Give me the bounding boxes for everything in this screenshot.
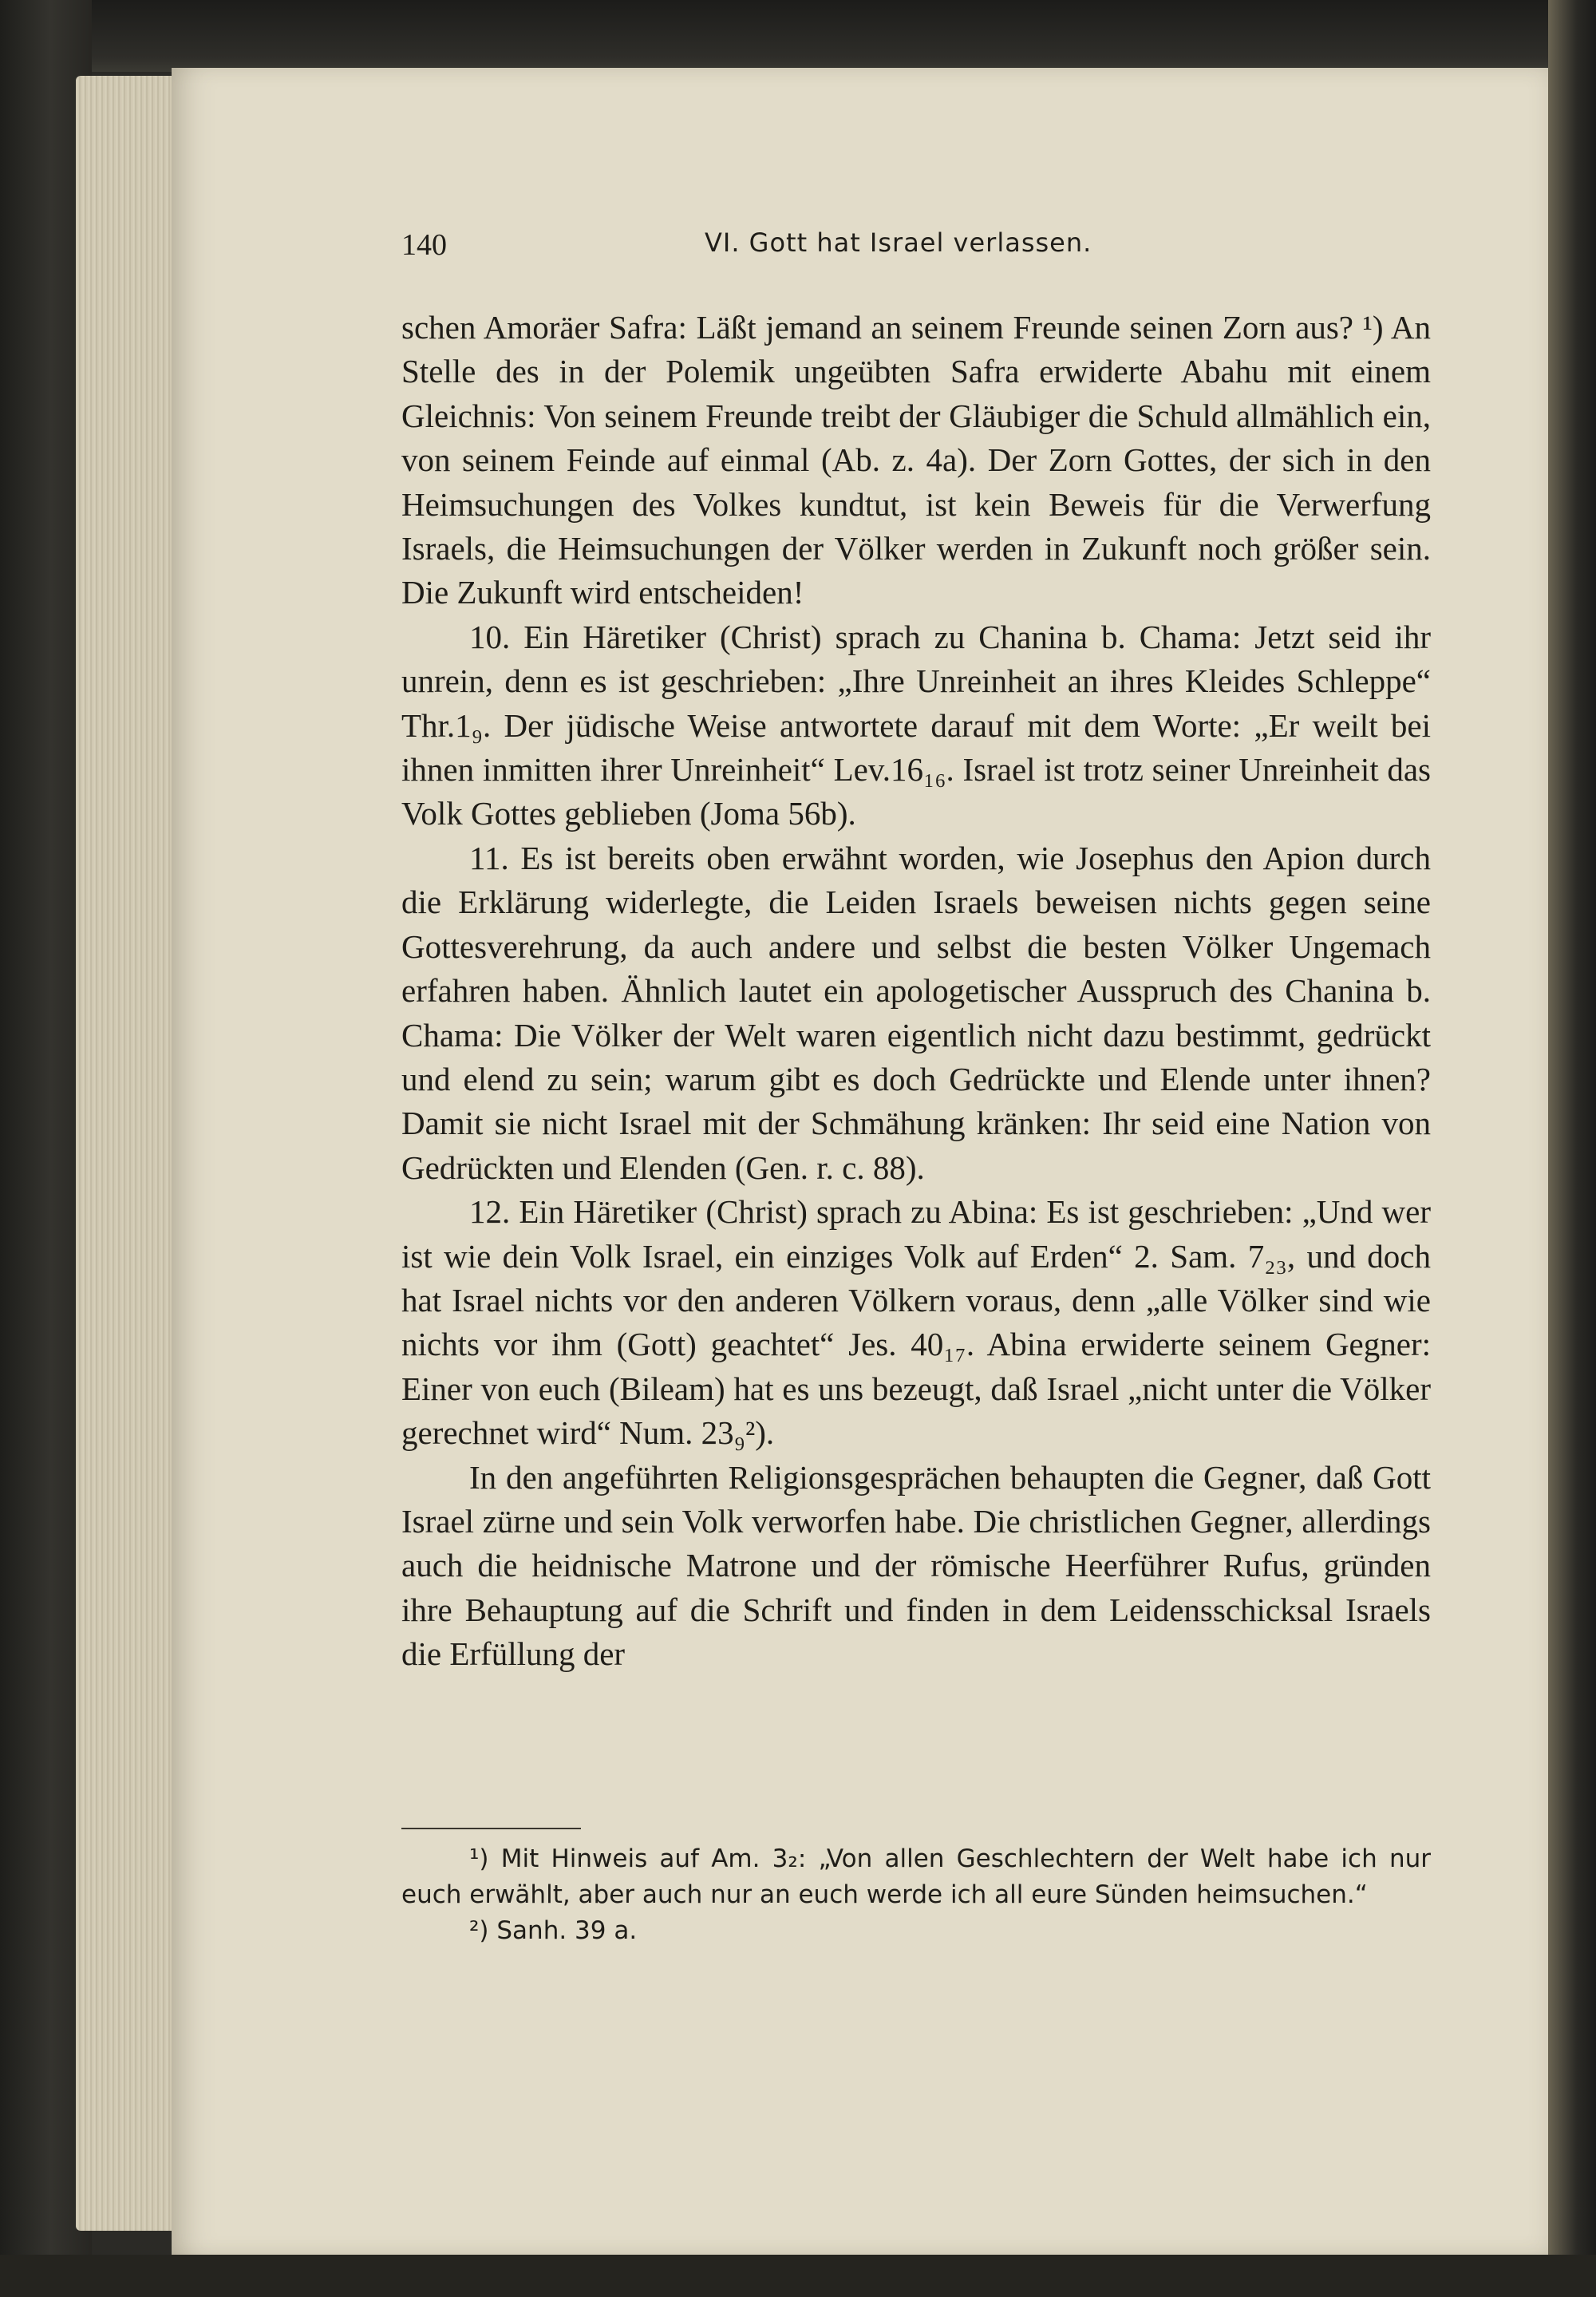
paragraph: 12. Ein Häretiker (Christ) sprach zu Abina: Es ist geschrieben: „Und wer ist wie dein Volk Israel, ein einziges Volk auf Erden“ 2. Sam. 7₂₃, und doch hat Israel nichts vor den anderen Völkern voraus, denn „alle Völker sind wie nichts vor ihm (Gott) geachtet“ Jes. 40₁₇. Abina erwiderte seinem Gegner: Einer von euch (Bileam) hat es uns bezeugt, daß Israel „nicht unter die Völker gerechnet wird“ Num. 23₉²). bbox=[401, 1193, 1431, 1452]
bottom-shadow bbox=[0, 2255, 1596, 2297]
paragraph: schen Amoräer Safra: Läßt jemand an seinem Freunde seinen Zorn aus? ¹) An Stelle des in der Polemik ungeübten Safra erwiderte Abahu mit einem Gleichnis: Von seinem Freunde treibt der Gläubiger die Schuld allmählich ein, von seinem Feinde auf einmal (Ab. z. 4a). Der Zorn Gottes, der sich in den Heimsuchungen des Volkes kundtut, ist kein Beweis für die Verwerfung Israels, die Heimsuchungen der Völker werden in Zukunft noch größer sein. Die Zukunft wird entscheiden! bbox=[401, 309, 1431, 611]
paragraph: In den angeführten Religionsgesprächen behaupten die Gegner, daß Gott Israel zürne und sein Volk verworfen habe. Die christlichen Gegner, allerdings auch die heidnische Matrone und der römische Heerführer Rufus, gründen ihre Behauptung auf die Schrift und finden in dem Leidensschicksal Israels die Erfüllung der bbox=[401, 1458, 1431, 1673]
footnotes bbox=[401, 1841, 1431, 1949]
paragraph: 11. Es ist bereits oben erwähnt worden, wie Josephus den Apion durch die Erklärung widerlegte, die Leiden Israels beweisen nichts gegen seine Gottesverehrung, da auch andere und selbst die besten Völker Ungemach erfahren haben. Ähnlich lautet ein apologetischer Ausspruch des Chanina b. Chama: Die Völker der Welt waren eigentlich nicht dazu bestimmt, gedrückt und elend zu sein; warum gibt es doch Gedrückte und Elende unter ihnen? Damit sie nicht Israel mit der Schmähung kränken: Ihr seid eine Nation von Gedrückten und Elenden (Gen. r. c. 88). bbox=[401, 839, 1431, 1186]
footnote-divider bbox=[401, 1828, 581, 1829]
footnote: ²) Sanh. 39 a. bbox=[469, 1916, 638, 1945]
footnote: ¹) Mit Hinweis auf Am. 3₂: „Von allen Geschlechtern der Welt habe ich nur euch erwählt, aber auch nur an euch werde ich all eure Sünden heimsuchen.“ bbox=[401, 1844, 1431, 1909]
top-shadow bbox=[0, 0, 1596, 72]
binding-shadow bbox=[1548, 0, 1596, 2297]
page-number: 140 bbox=[401, 228, 447, 262]
paragraph: 10. Ein Häretiker (Christ) sprach zu Chanina b. Chama: Jetzt seid ihr unrein, denn es ist geschrieben: „Ihre Unreinheit an ihres Kleides Schleppe“ Thr.1₉. Der jüdische Weise antwortete darauf mit dem Worte: „Er weilt bei ihnen inmitten ihrer Unreinheit“ Lev.16₁₆. Israel ist trotz seiner Unreinheit das Volk Gottes geblieben (Joma 56b). bbox=[401, 618, 1431, 832]
body-text bbox=[401, 306, 1431, 1677]
page-header bbox=[401, 227, 1431, 275]
running-head: VI. Gott hat Israel verlassen. bbox=[705, 227, 1092, 258]
